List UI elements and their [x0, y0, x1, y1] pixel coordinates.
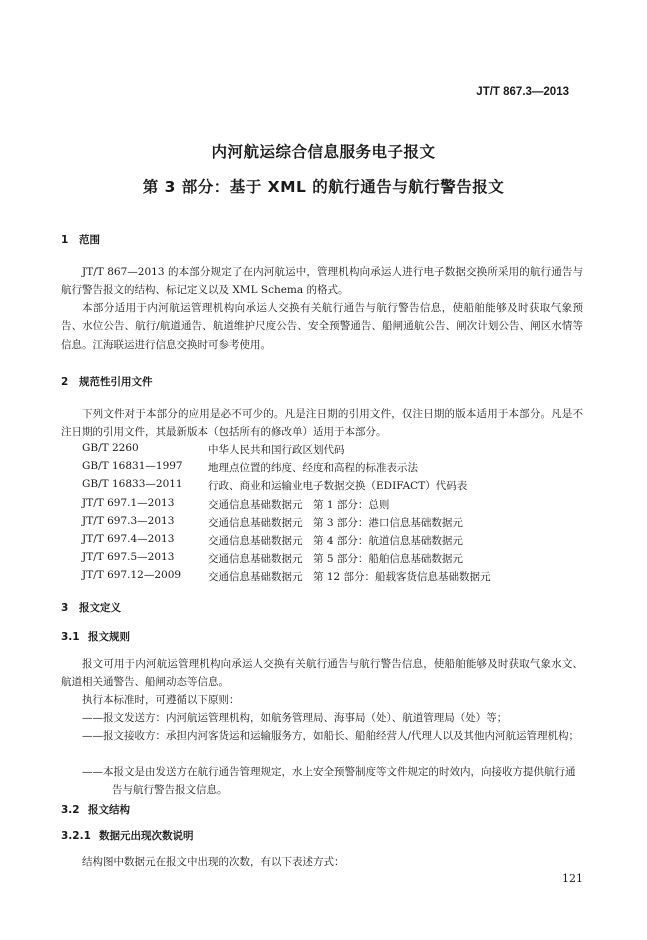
reference-code: GB/T 16831—1997 [82, 460, 183, 472]
section-number: 2 [61, 376, 69, 388]
section-1-heading [61, 232, 100, 247]
principle-item: ——报文发送方：内河航运管理机构，如航务管理局、海事局（处）、航道管理局（处）等； [82, 712, 508, 724]
section-number: 1 [61, 234, 69, 246]
section-number: 3.1 [61, 631, 80, 643]
section-number: 3.2.1 [61, 830, 91, 842]
section-title: 报文定义 [79, 602, 121, 614]
reference-code: JT/T 697.4—2013 [82, 533, 175, 545]
section-2-heading [61, 374, 153, 389]
reference-title: 行政、商业和运输业电子数据交换（EDIFACT）代码表 [208, 480, 468, 492]
section-title: 规范性引用文件 [79, 376, 153, 388]
section-3-1-paragraph-1: 报文可用于内河航运管理机构向承运人交换有关航行通告与航行警告信息，使船舶能够及时获取气象水文、航道相关通警告、船闸动态等信息。 [61, 658, 583, 689]
principle-item: ——报文接收方：承担内河客货运和运输服务方，如船长、船舶经营人/代理人以及其他内河航运管理机构； [82, 730, 580, 742]
section-2-paragraph-1: 下列文件对于本部分的应用是必不可少的。凡是注日期的引用文件，仅注日期的版本适用于本部分。凡是不注日期的引用文件，其最新版本（包括所有的修改单）适用于本部分。 [61, 408, 583, 439]
section-number: 3 [61, 602, 69, 614]
section-title: 报文结构 [88, 804, 130, 816]
section-1-paragraph-2: 本部分适用于内河航运管理机构向承运人交换有关航行通告与航行警告信息，使船舶能够及时获取气象预告、水位公告、航行/航道通告、航道维护尺度公告、安全预警通告、船闸通航公告、闸次计划公告、闸区水情等信息。江海联运进行信息交换时可参考使用。 [61, 302, 583, 351]
section-title: 报文规则 [88, 631, 130, 643]
section-3-2-1-paragraph-1: 结构图中数据元在报文中出现的次数，有以下表述方式： [82, 856, 345, 868]
standard-code: JT/T 867.3—2013 [476, 86, 569, 98]
reference-title: 交通信息基础数据元 第 12 部分：船载客货信息基础数据元 [208, 571, 491, 583]
reference-code: JT/T 697.5—2013 [82, 551, 175, 563]
reference-title: 中华人民共和国行政区划代码 [208, 444, 345, 456]
reference-code: GB/T 2260 [82, 442, 139, 454]
principle-item: ——本报文是由发送方在航行通告管理规定，水上安全预警制度等文件规定的时效内，向接收方提供航行通告与航行警告报文信息。 [82, 766, 576, 797]
section-title: 数据元出现次数说明 [99, 830, 194, 842]
document-title: 内河航运综合信息服务电子报文 [211, 143, 436, 161]
reference-code: JT/T 697.1—2013 [82, 497, 175, 509]
reference-title: 交通信息基础数据元 第 5 部分：船舶信息基础数据元 [208, 553, 463, 565]
section-title: 范围 [79, 234, 100, 246]
reference-title: 地理点位置的纬度、经度和高程的标准表示法 [208, 462, 418, 474]
section-3-1-heading [61, 629, 130, 644]
section-number: 3.2 [61, 804, 80, 816]
section-3-2-1-heading [61, 828, 194, 843]
reference-code: JT/T 697.12—2009 [82, 569, 182, 581]
section-3-2-heading [61, 802, 130, 817]
section-3-heading [61, 600, 121, 615]
document-subtitle: 第 3 部分：基于 XML 的航行通告与航行警告报文 [142, 178, 505, 196]
reference-code: JT/T 697.3—2013 [82, 515, 175, 527]
section-1-paragraph-1: JT/T 867—2013 的本部分规定了在内河航运中，管理机构向承运人进行电子数据交换所采用的航行通告与航行警告报文的结构、标记定义以及 XML Schema 的格式。 [61, 266, 583, 297]
section-3-1-paragraph-2: 执行本标准时，可遵循以下原则： [82, 694, 240, 706]
page-number: 121 [562, 872, 583, 885]
reference-title: 交通信息基础数据元 第 4 部分：航道信息基础数据元 [208, 535, 463, 547]
reference-title: 交通信息基础数据元 第 1 部分：总则 [208, 499, 390, 511]
reference-title: 交通信息基础数据元 第 3 部分：港口信息基础数据元 [208, 517, 463, 529]
reference-code: GB/T 16833—2011 [82, 478, 183, 490]
